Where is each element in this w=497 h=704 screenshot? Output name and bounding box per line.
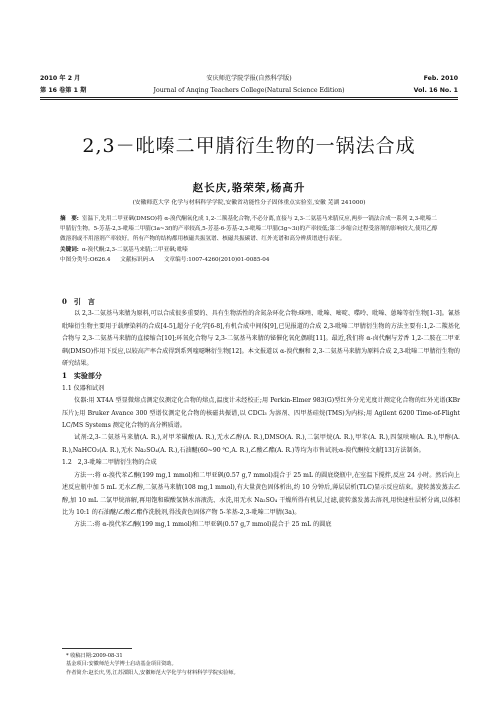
method-two-paragraph: 方法二:将 α-溴代苯乙酮(199 mg,1 mmol)和二甲亚砜(0.57 g,7 mmol)混合于 25 mL 的圆底	[74, 521, 332, 529]
clc-number: 中图分类号:O626.4	[60, 256, 111, 263]
affiliation: (安徽师范大学 化学与材料科学学院,安徽省功能性分子固体重点实验室,安徽 芜湖 241000)	[132, 200, 366, 206]
abstract-label: 摘 要:	[60, 216, 79, 222]
abstract-block	[60, 214, 440, 265]
authors: 赵长庆,骆荣荣,杨高升	[192, 182, 306, 194]
section-introduction-heading: 0 引 言	[62, 297, 95, 306]
keywords-line	[60, 245, 440, 255]
subsection-instruments-heading: 1.1 仪器和试剂	[62, 384, 105, 392]
classification-line	[60, 255, 440, 265]
document-code: 文献标识码:A	[120, 256, 155, 263]
header-date: 2010 年 2 月	[40, 75, 81, 82]
header-journal-cn: 安庆师范学院学报(自然科学版)	[206, 75, 292, 82]
footnote-author: 作者简介:赵长庆,男,江苏溧阳人,安徽师范大学化学与材料科学学院实验师。	[66, 669, 239, 676]
section-experimental-heading: 1 实验部分	[62, 371, 102, 381]
keywords-text: α-溴代酮;2,3-二氨基马来腈;二甲亚砜;吡嗪	[81, 246, 188, 253]
body-text	[62, 296, 460, 532]
footnote-rule	[62, 648, 132, 649]
footnote-fund: 基金项目:安徽师范大学博士启动基金项目资助。	[66, 661, 177, 668]
footnote-block	[66, 652, 446, 677]
reagents-paragraph: 试剂:2,3-二氨基马来腈(A. R.),对甲苯磺酸(A. R.),无水乙醇(A. R.),DMSO(A. R.),二氯甲烷(A. R.),甲苯(A. R.),四氢呋喃(A. R.),甲醇(A. R.),NaHCO₃(A. R.),无水 Na₂SO₄(A. R.),石油醚(60~90 ℃,A. R.),乙酸乙酯(A. R.)等均为市售试剂;α-溴代酮按文献[13]方法制备。	[62, 434, 460, 454]
header-journal-en: Journal of Anqing Teachers College(Natural Science Edition)	[153, 87, 345, 94]
header-date-en: Feb. 2010	[423, 75, 458, 82]
header-volume: 第 16 卷第 1 期	[40, 87, 87, 94]
subsection-synthesis-heading: 1.2 2,3-吡嗪二甲腈衍生物的合成	[62, 459, 157, 467]
article-id: 文章编号:1007-4260(2010)01-0085-04	[163, 256, 270, 263]
paper-title: 2,3－吡嗪二甲腈衍生物的一锅法合成	[82, 135, 416, 157]
header-rule-thin	[40, 99, 458, 100]
abstract-text: 室温下,先用二甲亚砜(DMSO)将 α-溴代酮氧化成 1,2-二羰基化合物,不必分离,直接与 2,3-二氨基马来腈反应,两步一锅法合成一系列 2,3-吡嗪二甲腈衍生物。5-芳基-2,3-吡嗪二甲腈(3a~3f)的产率较高,5-芳基-6-芳基-2,3-吡嗪二甲腈(3g~3i)的产率较低;第二步缩合过程受溶剂的影响较大,使用乙醇做溶剂或不用溶剂产率较好。所有产物的结构都用核磁共振氢谱、核磁共振碳谱、红外光谱和高分辨质谱进行表征。	[60, 216, 438, 243]
keywords-label: 关键词:	[60, 246, 79, 253]
header-rule	[40, 97, 458, 98]
instruments-paragraph: 仪器:用 XT4A 型显微熔点测定仪测定化合物的熔点,温度计未经校正;用 Perkin-Elmer 983(G)型红外分光光度计测定化合物的红外光谱(KBr 压片);用 Bruker Avance 300 型谱仪测定化合物的核磁共振谱,以 CDCl₃ 为溶剂、四甲基硅烷(TMS)为内标;用 Agilent 6200 Time-of-Flight LC/MS Systems 测定化合物的高分辨质谱。	[62, 397, 460, 430]
footnote-received: * 收稿日期:2009-08-31	[66, 653, 123, 659]
header-volume-en: Vol. 16 No. 1	[413, 87, 458, 94]
method-one-paragraph: 方法一:将 α-溴代苯乙酮(199 mg,1 mmol)和二甲亚砜(0.57 g,7 mmol)混合于 25 mL 的圆底烧瓶中,在室温下搅拌,反应 24 小时。然后向上述反应瓶中加 5 mL 无水乙醇,二氨基马来腈(108 mg,1 mmol),有大量黄色固体析出,约 10 分钟后,薄层层析(TLC)显示反应结束。旋转蒸发蒸去乙醇,加 10 mL 二氯甲烷溶解,再用饱和碳酸氢钠水溶液洗、水洗,用无水 Na₂SO₄ 干燥所得有机层,过滤,旋转蒸发蒸去溶剂,用快速柱层析分离,以体积比为 10:1 的石油醚/乙酸乙酯作洗脱剂,得浅黄色固体产物 5-苯基-2,3-吡嗪二甲腈(3a)。	[62, 471, 460, 516]
introduction-paragraph: 以 2,3-二氨基马来腈为原料,可以合成很多重要的、具有生物活性的含氮杂环化合物:咪唑、吡嗪、嘧啶、喋呤、吡嗪、蒽嗪等衍生物[1-3]。氰基吡嗪衍生物主要用于载摩染料的合成[4-5],超分子化学[6-8],有机合成中间体[9],已见报道的合成 2,3-吡嗪二甲腈衍生物的方法主要有:1,2-二羰基化合物与 2,3-二氨基马来腈的直接缩合[10];环氧化合物与 2,3-二氨基马来腈的铋催化氧化偶联[11]。最近,我们将 α-卤代酮与芳香 1,2-二胺在二甲亚砜(DMSO)作用下反应,以较高产率合成得到系列喹噁啉衍生物[12]。本文报道以 α-溴代酮和 2,3-二氨基马来腈为原料合成 2,3-吡嗪二甲腈衍生物的研究结果。	[62, 310, 460, 368]
abstract-paragraph	[60, 214, 440, 245]
